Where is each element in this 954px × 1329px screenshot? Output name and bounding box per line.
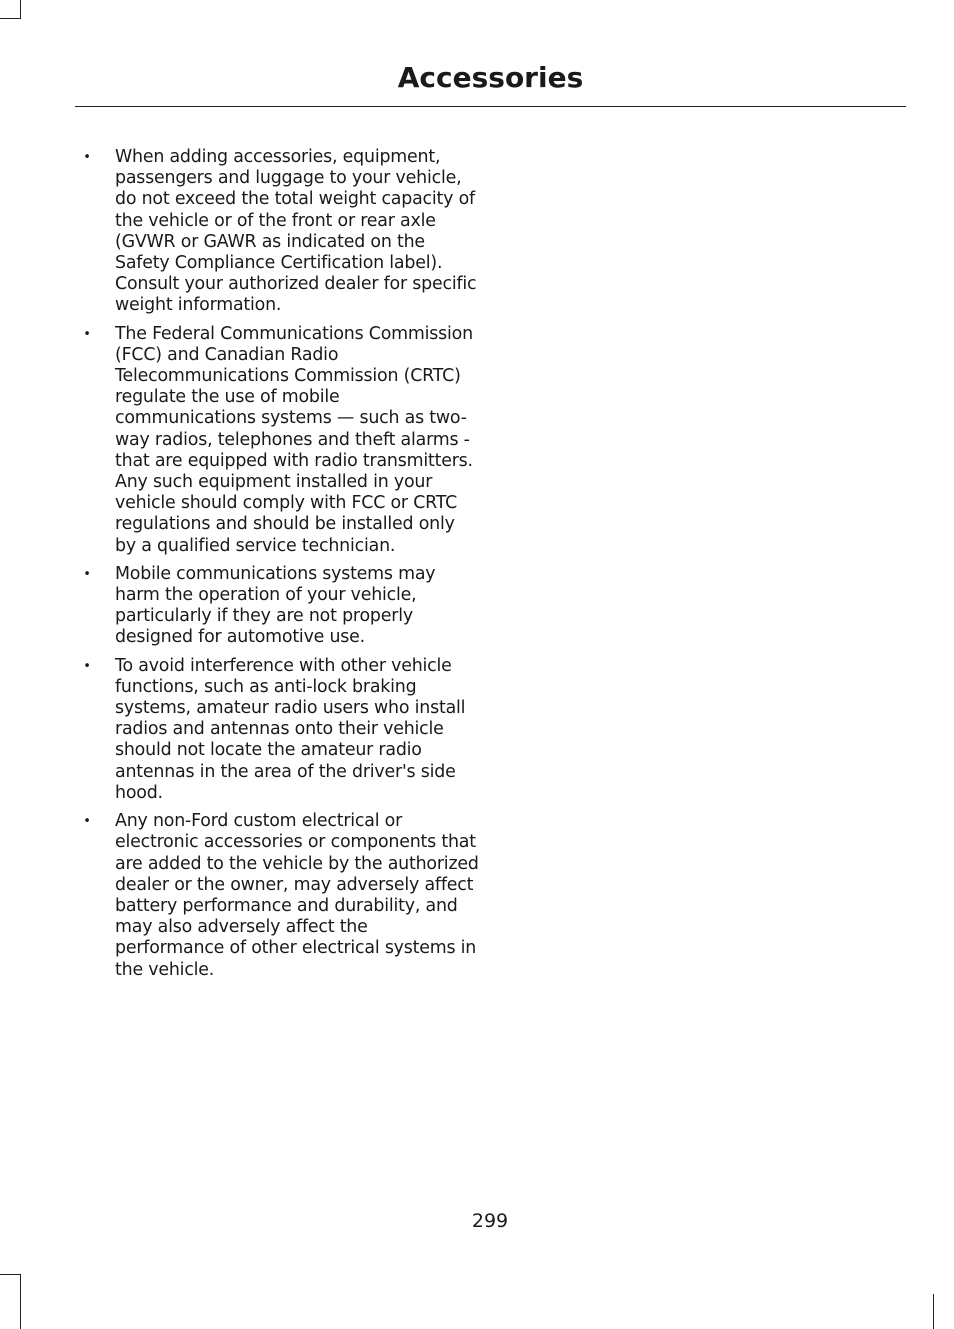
list-item: [80, 811, 480, 981]
list-item-text: Any non-Ford custom electrical or electronic accessories or components that are added to the vehicle by the authorized dealer or the owner, may adversely affect battery performance and durability, and may also adversely affect the performance of other electrical systems in the vehicle.: [115, 811, 479, 980]
list-item: [80, 324, 480, 557]
list-item: [80, 564, 480, 649]
bullet-icon: •: [83, 566, 91, 582]
crop-mark-top-left-horizontal: [0, 18, 21, 19]
list-item: [80, 147, 480, 317]
page-number: 299: [471, 1210, 509, 1232]
list-item: [80, 656, 480, 804]
bullet-icon: •: [83, 150, 91, 165]
crop-mark-bottom-left-horizontal: [0, 1274, 21, 1275]
list-item-text: The Federal Communications Commission (FCC) and Canadian Radio Telecommunications Commission (CRTC) regulate the use of mobile communications systems — such as two-way radios, telephones and theft alarms - that are equipped with radio transmitters. Any such equipment installed in your vehicle should comply with FCC or CRTC regulations and should be installed only by a qualified service technician.: [115, 323, 473, 556]
crop-mark-bottom-left-vertical: [20, 1274, 21, 1329]
bullet-icon: •: [83, 326, 91, 342]
bullet-icon: •: [83, 658, 91, 674]
bullet-list: [80, 147, 480, 988]
bullet-icon: •: [83, 814, 91, 830]
list-item-text: Mobile communications systems may harm the operation of your vehicle, particularly if they are not properly designed for automotive use.: [115, 563, 436, 648]
title-divider: [75, 106, 906, 107]
page-title: Accessories: [397, 61, 584, 94]
list-item-text: To avoid interference with other vehicle functions, such as anti-lock braking systems, amateur radio users who install radios and antennas onto their vehicle should not locate the amateur radio antennas in the area of the driver's side hood.: [115, 655, 466, 803]
crop-mark-bottom-right-vertical: [933, 1294, 934, 1329]
list-item-text: When adding accessories, equipment, passengers and luggage to your vehicle, do not exceed the total weight capacity of the vehicle or of the front or rear axle (GVWR or GAWR as indicated on the Safety Compliance Certification label). Consult your authorized dealer for specific weight information.: [115, 147, 477, 316]
crop-mark-top-left-vertical: [20, 0, 21, 18]
